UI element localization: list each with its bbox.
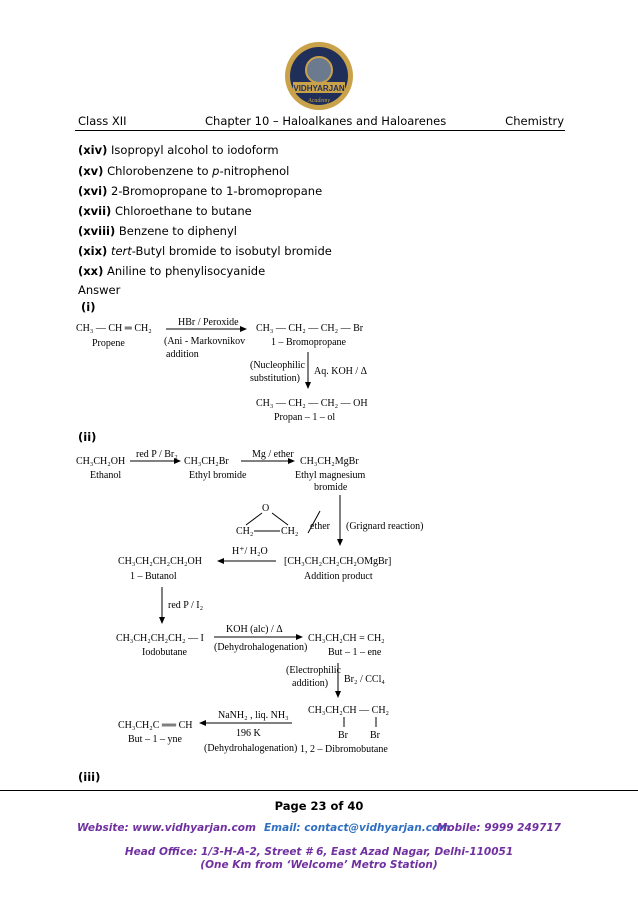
grignard-formula: CH₃CH₂MgBr — [300, 456, 359, 467]
electrophilic-label: (Electrophilic — [286, 665, 341, 676]
question-number: (xvii) — [78, 204, 112, 218]
footer-office: Head Office: 1/3-H-A-2, Street # 6, East Azad Nagar, Delhi-110051 — [124, 846, 514, 858]
grignard-name-1: Ethyl magnesium — [295, 470, 366, 481]
reaction-scheme-ii — [76, 445, 436, 765]
bromopropane-name: 1 – Bromopropane — [271, 337, 346, 348]
question-number: (xiv) — [78, 143, 108, 157]
part-i-label: (i) — [81, 300, 96, 314]
question-italic: tert — [110, 244, 132, 258]
question-xv — [78, 164, 289, 178]
epoxide-bond-1 — [246, 513, 262, 525]
addition-label: addition — [166, 349, 199, 360]
nucleophilic-label: (Nucleophilic — [250, 360, 305, 371]
vidhyarjan-logo — [283, 40, 355, 112]
header-class: Class XII — [78, 114, 127, 128]
question-number: (xx) — [78, 264, 104, 278]
bromine-1: Br — [338, 730, 348, 741]
question-xviii — [78, 224, 237, 238]
reagent-hbr: HBr / Peroxide — [178, 317, 239, 328]
reagent-redp-i2: red P / I₂ — [168, 600, 204, 611]
question-number: (xviii) — [78, 224, 116, 238]
dehydrohalogenation-1: (Dehydrohalogenation) — [214, 642, 308, 653]
addition-label-ii: addition) — [292, 678, 329, 689]
iodobutane-name: Iodobutane — [142, 647, 187, 658]
part-iii-label: (iii) — [78, 770, 101, 784]
propanol-formula: CH₃ — CH₂ — CH₂ — OH — [256, 398, 368, 409]
question-text: 2-Bromopropane to 1-bromopropane — [111, 184, 323, 198]
ethanol-formula: CH₃CH₂OH — [76, 456, 126, 467]
question-text: Aniline to phenylisocyanide — [107, 264, 266, 278]
bromopropane-formula: CH₃ — CH₂ — CH₂ — Br — [256, 323, 364, 334]
epoxide-bond-2 — [272, 513, 288, 525]
ethanol-name: Ethanol — [90, 470, 122, 481]
butene-formula: CH₃CH₂CH = CH₂ — [308, 633, 385, 644]
reagent-br2-ccl4: Br₂ / CCl₄ — [344, 674, 385, 685]
adduct-formula: [CH₃CH₂CH₂CH₂OMgBr] — [284, 556, 392, 567]
butyne-formula: CH₃CH₂C ══ CH — [118, 720, 193, 731]
epoxide-ch2-b: CH₂ — [281, 526, 299, 537]
reagent-redp-br2: red P / Br₂ — [136, 449, 178, 460]
question-italic: p — [212, 164, 220, 178]
footer-landmark: (One Km from ‘Welcome’ Metro Station) — [200, 859, 438, 871]
butyne-name: But – 1 – yne — [128, 734, 182, 745]
propanol-name: Propan – 1 – ol — [274, 412, 336, 423]
butene-name: But – 1 – ene — [328, 647, 382, 658]
reagent-koh: Aq. KOH / Δ — [314, 366, 368, 377]
header-rule — [75, 130, 565, 131]
anti-markovnikov: (Ani - Markovnikov — [164, 336, 246, 347]
header-chapter: Chapter 10 – Haloalkanes and Haloarenes — [205, 114, 447, 128]
dibromobutane-name: 1, 2 – Dibromobutane — [300, 744, 388, 755]
question-xiv — [78, 143, 279, 157]
propene-formula: CH₃ — CH ═ CH₂ — [76, 323, 152, 334]
temperature-label: 196 K — [236, 728, 261, 739]
substitution-label: substitution) — [250, 373, 301, 384]
adduct-name: Addition product — [304, 571, 373, 582]
footer-mobile: Mobile: 9999 249717 — [436, 822, 561, 834]
question-number: (xv) — [78, 164, 104, 178]
answer-label: Answer — [78, 283, 121, 297]
reagent-koh-alc: KOH (alc) / Δ — [226, 624, 283, 635]
question-xx — [78, 264, 265, 278]
question-text: -Butyl bromide to isobutyl bromide — [131, 244, 332, 258]
ethylbromide-name: Ethyl bromide — [189, 470, 247, 481]
ethylbromide-formula: CH₃CH₂Br — [184, 456, 229, 467]
footer-rule — [0, 790, 638, 791]
question-xvii — [78, 204, 252, 218]
question-text: Chloroethane to butane — [114, 204, 252, 218]
question-text: Benzene to diphenyl — [118, 224, 237, 238]
grignard-reaction-label: (Grignard reaction) — [346, 521, 424, 532]
footer-email[interactable]: Email: contact@vidhyarjan.com — [264, 822, 451, 834]
question-text: Chlorobenzene to — [107, 164, 213, 178]
reagent-mg-ether: Mg / ether — [252, 449, 294, 460]
bromine-2: Br — [370, 730, 380, 741]
iodobutane-formula: CH₃CH₂CH₂CH₂ — I — [116, 633, 204, 644]
propene-name: Propene — [92, 338, 125, 349]
reagent-h-h2o: H⁺/ H₂O — [232, 546, 268, 557]
grignard-name-2: bromide — [314, 482, 348, 493]
question-number: (xix) — [78, 244, 108, 258]
reagent-nanh2: NaNH₂ , liq. NH₃ — [218, 710, 289, 721]
part-ii-label: (ii) — [78, 430, 97, 444]
question-xvi — [78, 184, 322, 198]
header-subject: Chemistry — [505, 114, 564, 128]
dibromo-formula: CH₃CH₂CH — CH₂ — [308, 705, 390, 716]
logo-name: VIDHYARJAN — [293, 84, 345, 93]
page-number: Page 23 of 40 — [274, 799, 364, 813]
logo-tagline: Academy — [308, 98, 330, 104]
dehydrohalogenation-2: (Dehydrohalogenation) — [204, 743, 298, 754]
question-text-2: -nitrophenol — [219, 164, 290, 178]
butanol-name: 1 – Butanol — [130, 571, 177, 582]
question-text: Isopropyl alcohol to iodoform — [111, 143, 279, 157]
question-number: (xvi) — [78, 184, 108, 198]
epoxide-ch2-a: CH₂ — [236, 526, 254, 537]
epoxide-oxygen: O — [262, 503, 270, 514]
reaction-scheme-i — [76, 312, 396, 424]
footer-website[interactable]: Website: www.vidhyarjan.com — [77, 822, 256, 834]
question-xix — [78, 244, 332, 258]
butanol-formula: CH₃CH₂CH₂CH₂OH — [118, 556, 202, 567]
ether-label: ether — [310, 521, 330, 532]
